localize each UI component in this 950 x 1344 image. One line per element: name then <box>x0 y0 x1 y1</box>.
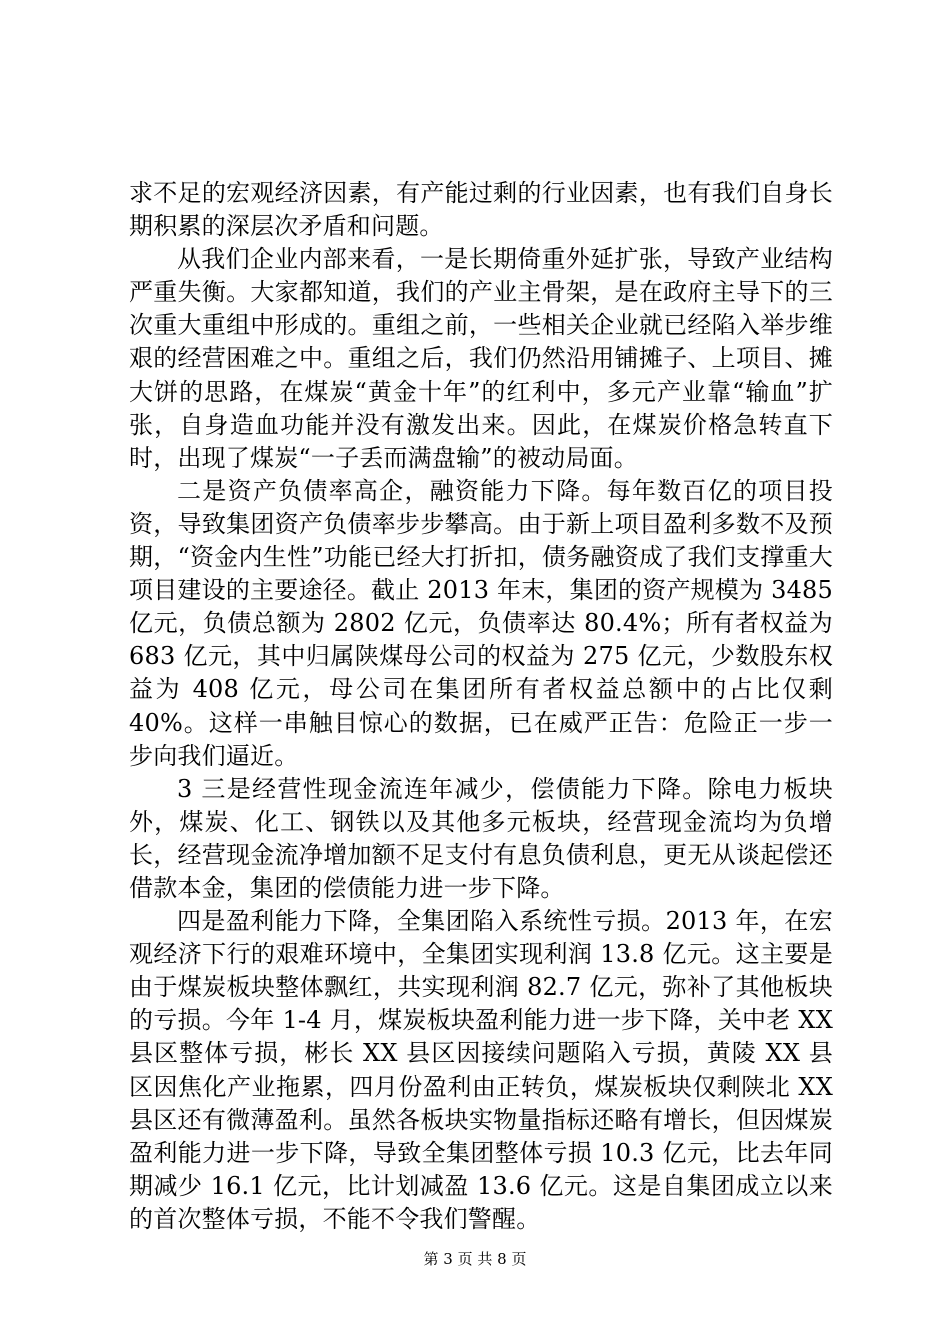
page-number-footer: 第 3 页 共 8 页 <box>423 1250 527 1268</box>
paragraph: 求不足的宏观经济因素，有产能过剩的行业因素，也有我们自身长期积累的深层次矛盾和问题。 <box>129 179 833 241</box>
paragraph: 从我们企业内部来看，一是长期倚重外延扩张，导致产业结构严重失衡。大家都知道，我们的产业主骨架，是在政府主导下的三次重大重组中形成的。重组之前，一些相关企业就已经陷入举步维艰的经营困难之中。重组之后，我们仍然沿用铺摊子、上项目、摊大饼的思路，在煤炭“黄金十年”的红利中，多元产业靠“输血”扩张，自身造血功能并没有激发出来。因此，在煤炭价格急转直下时，出现了煤炭“一子丢而满盘输”的被动局面。 <box>129 245 833 472</box>
paragraph: 二是资产负债率高企，融资能力下降。每年数百亿的项目投资，导致集团资产负债率步步攀高。由于新上项目盈利多数不及预期，“资金内生性”功能已经大打折扣，债务融资成了我们支撑重大项目建设的主要途径。截止 2013 年末，集团的资产规模为 3485 亿元，负债总额为 2802 亿元，负债率达 80.4%；所有者权益为 683 亿元，其中归属陕煤母公司的权益为 275 亿元，少数股东权益为 408 亿元，母公司在集团所有者权益总额中的占比仅剩 40%。这样一串触目惊心的数据，已在威严正告：危险正一步一步向我们逼近。 <box>129 476 833 770</box>
body-text <box>129 177 833 1236</box>
paragraph: 3 三是经营性现金流连年减少，偿债能力下降。除电力板块外，煤炭、化工、钢铁以及其他多元板块，经营现金流均为负增长，经营现金流净增加额不足支付有息负债利息，更无从谈起偿还借款本金，集团的偿债能力进一步下降。 <box>129 774 833 902</box>
paragraph: 四是盈利能力下降，全集团陷入系统性亏损。2013 年，在宏观经济下行的艰难环境中，全集团实现利润 13.8 亿元。这主要是由于煤炭板块整体飘红，共实现利润 82.7 亿元，弥补了其他板块的亏损。今年 1-4 月，煤炭板块盈利能力进一步下降，关中老 XX 县区整体亏损，彬长 XX 县区因接续问题陷入亏损，黄陵 XX 县区因焦化产业拖累，四月份盈利由正转负，煤炭板块仅剩陕北 XX 县区还有微薄盈利。虽然各板块实物量指标还略有增长，但因煤炭盈利能力进一步下降，导致全集团整体亏损 10.3 亿元，比去年同期减少 16.1 亿元，比计划减盈 13.6 亿元。这是自集团成立以来的首次整体亏损，不能不令我们警醒。 <box>129 907 833 1233</box>
